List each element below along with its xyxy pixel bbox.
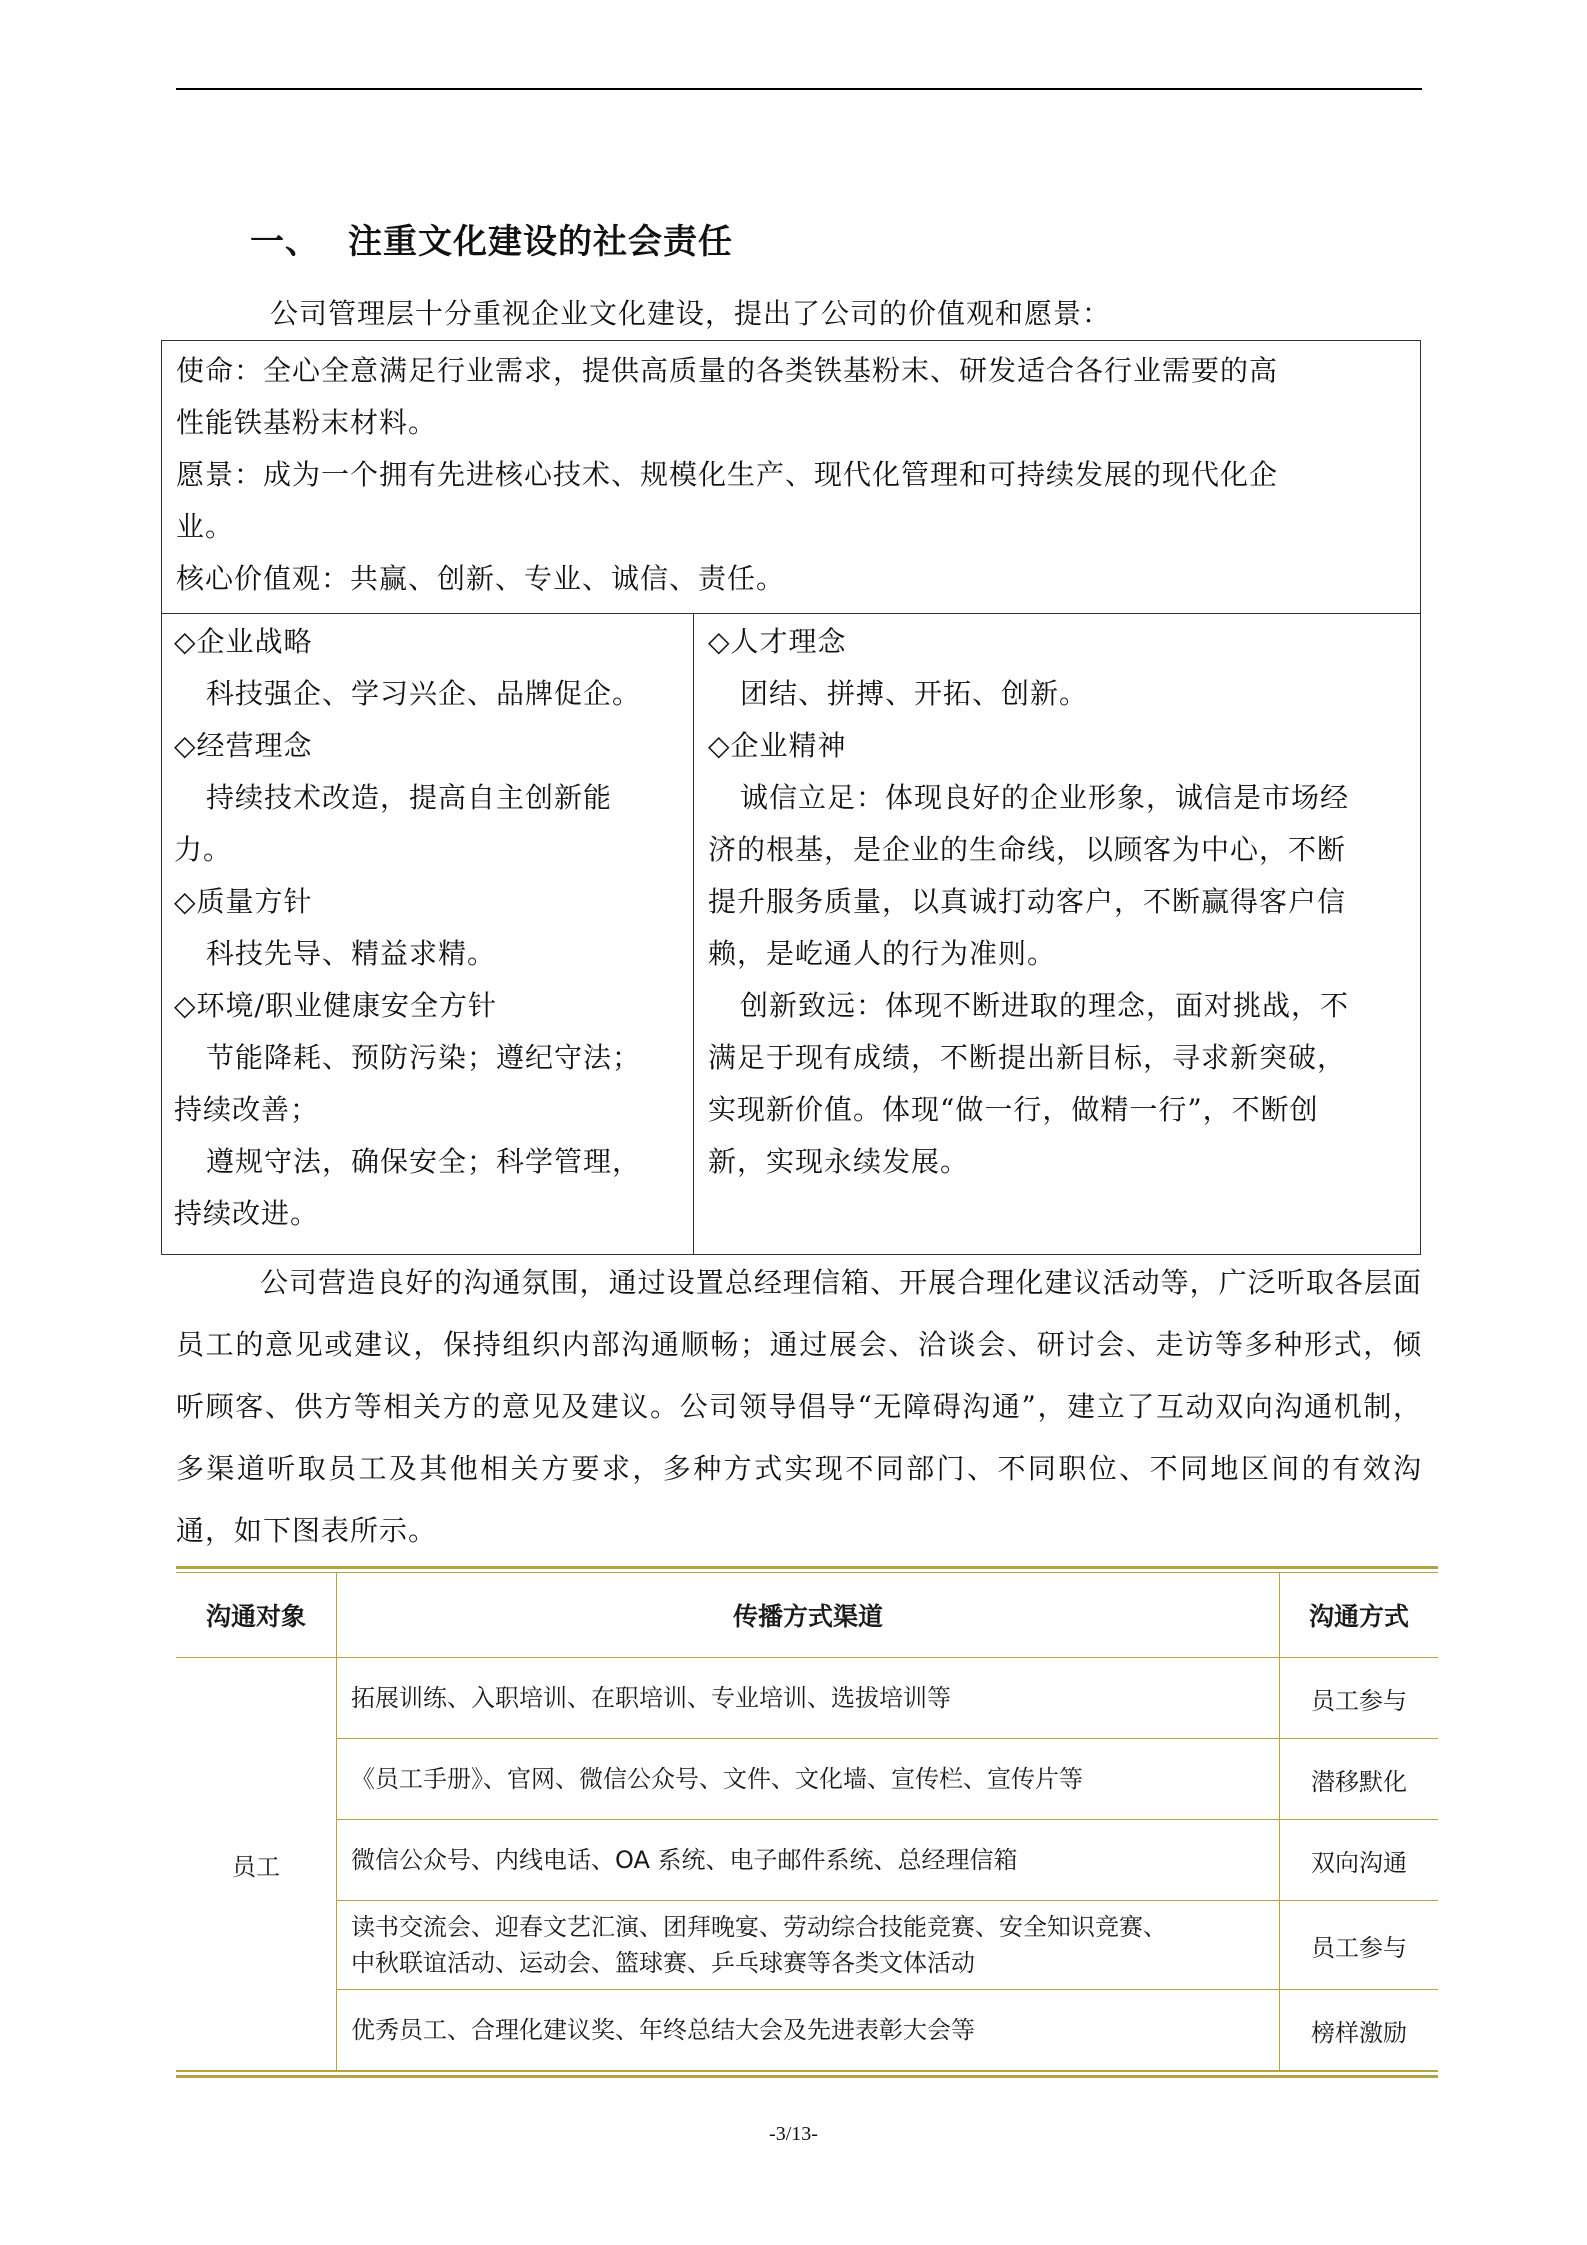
- ehs-body-cont: 持续改进。: [174, 1197, 320, 1230]
- talent-title: ◇人才理念: [708, 625, 847, 658]
- mission-line: 性能铁基粉末材料。: [176, 406, 438, 439]
- channel-cell: 优秀员工、合理化建议奖、年终总结大会及先进表彰大会等: [337, 1990, 1280, 2071]
- communication-table-grid: [176, 1573, 1438, 2071]
- communication-table: [176, 1566, 1438, 2078]
- page-number: -3/13-: [769, 2123, 818, 2145]
- quality-body: 科技先导、精益求精。: [206, 937, 497, 970]
- core-values-line: 核心价值观：共赢、创新、专业、诚信、责任。: [176, 562, 786, 595]
- strategy-body: 科技强企、学习兴企、品牌促企。: [206, 677, 642, 710]
- spirit-line: 提升服务质量，以真诚打动客户，不断赢得客户信: [708, 885, 1347, 918]
- section-title: 注重文化建设的社会责任: [348, 222, 733, 262]
- header-method: 沟通方式: [1280, 1573, 1439, 1658]
- spirit-line: 赖，是屹通人的行为准则。: [708, 937, 1057, 970]
- table-row: [176, 1820, 1438, 1901]
- table-bottom-rule: [176, 2075, 1438, 2078]
- channel-cell: 拓展训练、入职培训、在职培训、专业培训、选拔培训等: [337, 1658, 1280, 1739]
- channel-line: 中秋联谊活动、运动会、篮球赛、乒乓球赛等各类文体活动: [351, 1949, 975, 1977]
- channel-cell: 微信公众号、内线电话、OA 系统、电子邮件系统、总经理信箱: [337, 1820, 1280, 1901]
- spirit-title: ◇企业精神: [708, 729, 847, 762]
- culture-columns: [162, 614, 1420, 1254]
- section-number: 一、: [250, 222, 320, 262]
- operation-body-cont: 力。: [174, 833, 233, 866]
- spirit-line: 实现新价值。体现“做一行，做精一行”，不断创: [708, 1093, 1319, 1126]
- channel-line: 读书交流会、迎春文艺汇演、团拜晚宴、劳动综合技能竞赛、安全知识竞赛、: [351, 1913, 1167, 1941]
- talent-body: 团结、拼搏、开拓、创新。: [740, 677, 1089, 710]
- operation-body: 持续技术改造，提高自主创新能: [206, 781, 613, 814]
- spirit-line: 新，实现永续发展。: [708, 1145, 970, 1178]
- spirit-line: 创新致远：体现不断进取的理念，面对挑战，不: [740, 989, 1350, 1022]
- ehs-title: ◇环境/职业健康安全方针: [174, 989, 497, 1022]
- ehs-body: 节能降耗、预防污染；遵纪守法；: [206, 1041, 642, 1074]
- section-heading: [250, 214, 733, 263]
- object-cell: 员工: [176, 1658, 337, 2071]
- communication-paragraph: 公司营造良好的沟通氛围，通过设置总经理信箱、开展合理化建议活动等，广泛听取各层面员工的意见或建议，保持组织内部沟通顺畅；通过展会、洽谈会、研讨会、走访等多种形式，倾听顾客、供方等相关方的意见及建议。公司领导倡导“无障碍沟通”，建立了互动双向沟通机制，多渠道听取员工及其他相关方要求，多种方式实现不同部门、不同职位、不同地区间的有效沟通，如下图表所示。: [176, 1266, 1422, 1547]
- vision-line: 愿景：成为一个拥有先进核心技术、规模化生产、现代化管理和可持续发展的现代化企: [176, 458, 1279, 491]
- culture-box: [161, 340, 1421, 1255]
- ehs-body: 遵规守法，确保安全；科学管理，: [206, 1145, 642, 1178]
- table-row: [176, 1990, 1438, 2071]
- table-row: [176, 1901, 1438, 1990]
- strategy-title: ◇企业战略: [174, 625, 313, 658]
- culture-left-column: [162, 614, 694, 1254]
- mission-line: 使命：全心全意满足行业需求，提供高质量的各类铁基粉末、研发适合各行业需要的高: [176, 354, 1279, 387]
- channel-cell: 《员工手册》、官网、微信公众号、文件、文化墙、宣传栏、宣传片等: [337, 1739, 1280, 1820]
- spirit-line: 满足于现有成绩，不断提出新目标，寻求新突破，: [708, 1041, 1347, 1074]
- method-cell: 榜样激励: [1280, 1990, 1439, 2071]
- table-row: [176, 1658, 1438, 1739]
- method-cell: 双向沟通: [1280, 1820, 1439, 1901]
- header-object: 沟通对象: [176, 1573, 337, 1658]
- quality-title: ◇质量方针: [174, 885, 313, 918]
- vision-line: 业。: [176, 510, 235, 543]
- culture-right-column: [694, 614, 1420, 1254]
- method-cell: 员工参与: [1280, 1901, 1439, 1990]
- spirit-line: 诚信立足：体现良好的企业形象，诚信是市场经: [740, 781, 1350, 814]
- header-channel: 传播方式渠道: [337, 1573, 1280, 1658]
- method-cell: 员工参与: [1280, 1658, 1439, 1739]
- channel-cell: [337, 1901, 1280, 1990]
- table-top-rule: [176, 1566, 1438, 1569]
- intro-paragraph: 公司管理层十分重视企业文化建设，提出了公司的价值观和愿景：: [270, 297, 1112, 330]
- mission-vision-values: [162, 341, 1420, 614]
- header-rule: [176, 88, 1422, 90]
- method-cell: 潜移默化: [1280, 1739, 1439, 1820]
- table-row: [176, 1739, 1438, 1820]
- spirit-line: 济的根基，是企业的生命线，以顾客为中心，不断: [708, 833, 1347, 866]
- ehs-body-cont: 持续改善；: [174, 1093, 320, 1126]
- table-bottom-rule: [176, 2071, 1438, 2072]
- operation-title: ◇经营理念: [174, 729, 313, 762]
